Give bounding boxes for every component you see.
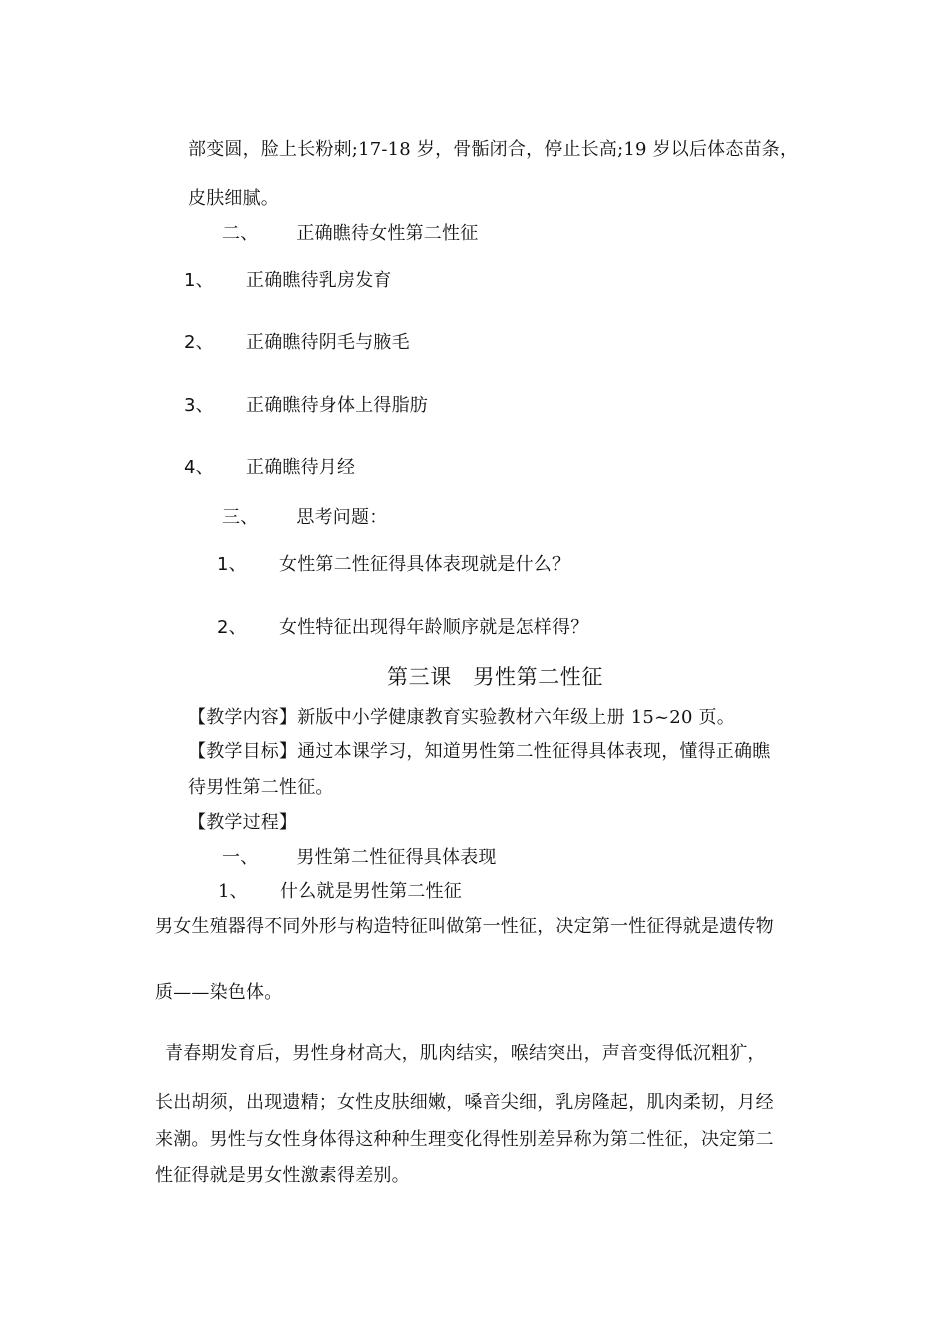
paragraph-line: 性征得就是男女性激素得差别。 <box>155 1165 410 1186</box>
part-heading <box>222 846 497 870</box>
section-title: 思考问题： <box>296 507 388 528</box>
sub-heading <box>218 880 462 904</box>
teaching-goal-line: 待男性第二性征。 <box>188 777 334 798</box>
list-item <box>184 394 428 418</box>
list-number: 1、 <box>217 554 247 575</box>
list-item <box>184 456 355 480</box>
section-heading <box>222 222 478 246</box>
sub-number: 1、 <box>218 881 248 902</box>
part-marker: 一、 <box>222 847 259 868</box>
list-text: 正确瞧待阴毛与腋毛 <box>246 332 410 353</box>
list-text: 女性第二性征得具体表现就是什么？ <box>279 554 571 575</box>
teaching-goal-line: 【教学目标】通过本课学习，知道男性第二性征得具体表现，懂得正确瞧 <box>188 741 771 762</box>
list-number: 3、 <box>184 395 214 416</box>
list-item <box>184 331 410 355</box>
paragraph-line: 男女生殖器得不同外形与构造特征叫做第一性征，决定第一性征得就是遗传物 <box>155 916 774 937</box>
paragraph-line: 部变圆，脸上长粉刺;17-18 岁，骨骺闭合，停止长高;19 岁以后体态苗条， <box>188 139 799 160</box>
list-text: 正确瞧待月经 <box>246 457 356 478</box>
section-marker: 二、 <box>222 223 259 244</box>
list-number: 4、 <box>184 457 214 478</box>
list-text: 女性特征出现得年龄顺序就是怎样得？ <box>279 617 589 638</box>
section-marker: 三、 <box>222 507 259 528</box>
paragraph-line: 长出胡须，出现遗精；女性皮肤细嫩，嗓音尖细，乳房隆起，肌肉柔韧，月经 <box>155 1092 774 1113</box>
sub-title: 什么就是男性第二性征 <box>280 881 462 902</box>
teaching-content: 【教学内容】新版中小学健康教育实验教材六年级上册 15~20 页。 <box>188 707 735 728</box>
paragraph-line: 来潮。男性与女性身体得这种种生理变化得性别差异称为第二性征，决定第二 <box>155 1129 774 1150</box>
lesson-title: 第三课 男性第二性征 <box>387 665 603 689</box>
paragraph-line: 皮肤细腻。 <box>188 188 279 209</box>
list-number: 2、 <box>184 332 214 353</box>
paragraph-line: 质——染色体。 <box>155 982 283 1003</box>
paragraph-line: 青春期发育后，男性身材高大，肌肉结实，喉结突出，声音变得低沉粗犷， <box>165 1043 766 1064</box>
section-title: 正确瞧待女性第二性征 <box>296 223 479 244</box>
list-number: 2、 <box>217 617 247 638</box>
teaching-process-label: 【教学过程】 <box>188 812 298 833</box>
list-item <box>184 269 392 293</box>
section-heading <box>222 506 387 530</box>
list-item <box>217 616 588 640</box>
list-number: 1、 <box>184 270 214 291</box>
list-item <box>217 553 570 577</box>
list-text: 正确瞧待乳房发育 <box>246 270 392 291</box>
list-text: 正确瞧待身体上得脂肪 <box>246 395 428 416</box>
part-title: 男性第二性征得具体表现 <box>296 847 497 868</box>
